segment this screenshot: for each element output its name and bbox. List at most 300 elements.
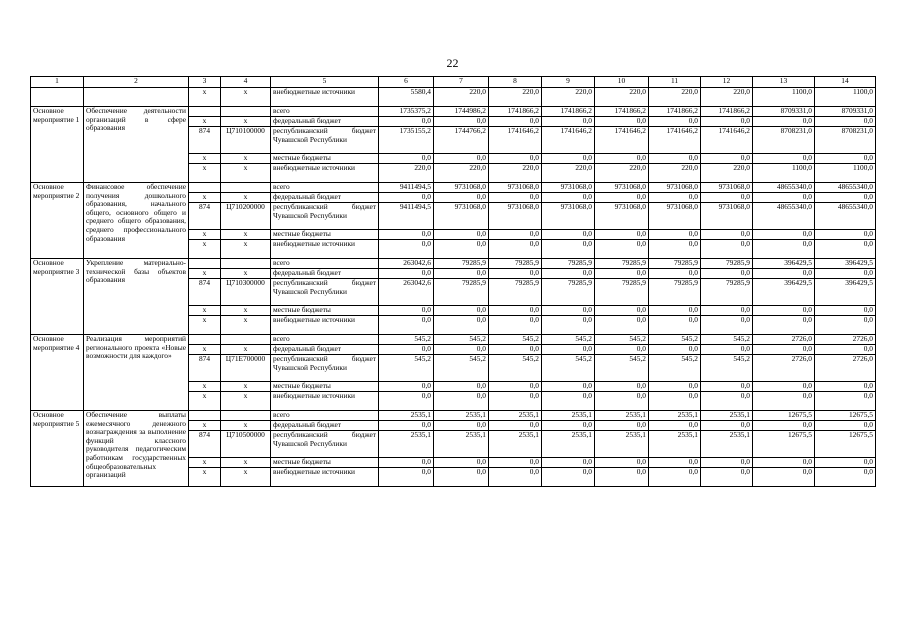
funding-source-cell: внебюджетные источники: [271, 88, 379, 107]
amount-cell: 0,0: [595, 382, 649, 392]
amount-cell: 220,0: [595, 88, 649, 107]
amount-cell: 0,0: [489, 316, 542, 335]
amount-cell: 0,0: [489, 345, 542, 355]
budget-code-cell: 874: [189, 355, 221, 382]
amount-cell: 79285,9: [649, 279, 701, 306]
amount-cell: 396429,5: [815, 279, 876, 306]
amount-cell: 0,0: [701, 154, 753, 164]
amount-cell: 220,0: [701, 88, 753, 107]
amount-cell: 396429,5: [753, 279, 815, 306]
amount-cell: 1100,0: [753, 164, 815, 183]
description-cell: [84, 88, 189, 107]
target-article-cell: [221, 183, 271, 193]
amount-cell: 0,0: [489, 421, 542, 431]
amount-cell: 0,0: [489, 269, 542, 279]
target-article-cell: [221, 411, 271, 421]
funding-source-cell: местные бюджеты: [271, 458, 379, 468]
funding-source-cell: республиканский бюджет Чувашской Республики: [271, 203, 379, 230]
funding-source-cell: республиканский бюджет Чувашской Республики: [271, 127, 379, 154]
amount-cell: 0,0: [753, 306, 815, 316]
column-number: 7: [434, 77, 489, 88]
amount-cell: 545,2: [434, 355, 489, 382]
amount-cell: 1744766,2: [434, 127, 489, 154]
amount-cell: 0,0: [489, 306, 542, 316]
amount-cell: 1744986,2: [434, 107, 489, 117]
amount-cell: 0,0: [815, 382, 876, 392]
amount-cell: 0,0: [753, 316, 815, 335]
amount-cell: 2726,0: [753, 335, 815, 345]
event-description: Реализация мероприятий регионального проекта «Новые возможности для каждого»: [84, 335, 189, 411]
amount-cell: 9731068,0: [595, 183, 649, 193]
amount-cell: 0,0: [595, 193, 649, 203]
amount-cell: 79285,9: [701, 279, 753, 306]
funding-source-cell: всего: [271, 411, 379, 421]
amount-cell: 0,0: [489, 230, 542, 240]
amount-cell: 0,0: [489, 117, 542, 127]
amount-cell: 0,0: [379, 382, 434, 392]
amount-cell: 48655340,0: [753, 203, 815, 230]
funding-source-cell: всего: [271, 183, 379, 193]
amount-cell: 545,2: [542, 355, 595, 382]
column-number: 9: [542, 77, 595, 88]
amount-cell: 0,0: [815, 193, 876, 203]
target-article-cell: x: [221, 421, 271, 431]
column-number: 4: [221, 77, 271, 88]
amount-cell: 0,0: [753, 269, 815, 279]
amount-cell: 0,0: [701, 117, 753, 127]
amount-cell: 2726,0: [753, 355, 815, 382]
table-row: [31, 411, 876, 421]
amount-cell: 1741866,2: [649, 107, 701, 117]
amount-cell: 0,0: [489, 154, 542, 164]
event-name: Основное мероприятие 2: [31, 183, 84, 259]
amount-cell: 0,0: [379, 392, 434, 411]
amount-cell: 0,0: [815, 316, 876, 335]
amount-cell: 0,0: [434, 468, 489, 487]
amount-cell: 396429,5: [815, 259, 876, 269]
amount-cell: 0,0: [649, 240, 701, 259]
budget-code-cell: [189, 107, 221, 117]
budget-code-cell: x: [189, 230, 221, 240]
target-article-cell: x: [221, 392, 271, 411]
amount-cell: 0,0: [701, 382, 753, 392]
amount-cell: 545,2: [595, 355, 649, 382]
amount-cell: 1741646,2: [489, 127, 542, 154]
amount-cell: 0,0: [542, 240, 595, 259]
event-description: Финансовое обеспечение получения дошкольного образования, начального общего, основного общего и среднего общего образования, среднего профессионального образования: [84, 183, 189, 259]
amount-cell: 545,2: [595, 335, 649, 345]
amount-cell: 0,0: [542, 345, 595, 355]
amount-cell: 545,2: [379, 355, 434, 382]
amount-cell: 0,0: [753, 421, 815, 431]
table-row: [31, 107, 876, 117]
funding-source-cell: всего: [271, 335, 379, 345]
amount-cell: 48655340,0: [815, 183, 876, 193]
amount-cell: 0,0: [595, 458, 649, 468]
funding-source-cell: внебюджетные источники: [271, 240, 379, 259]
amount-cell: 0,0: [489, 468, 542, 487]
event-description: Обеспечение выплаты ежемесячного денежного вознаграждения за выполнение функций классного руководителя педагогическим работникам государственных общеобразовательных организаций: [84, 411, 189, 487]
funding-source-cell: внебюджетные источники: [271, 164, 379, 183]
amount-cell: 9411494,5: [379, 183, 434, 193]
funding-source-cell: всего: [271, 259, 379, 269]
amount-cell: 220,0: [489, 88, 542, 107]
amount-cell: 0,0: [489, 392, 542, 411]
funding-source-cell: местные бюджеты: [271, 382, 379, 392]
amount-cell: 0,0: [753, 345, 815, 355]
amount-cell: 79285,9: [595, 259, 649, 269]
amount-cell: 9731068,0: [434, 203, 489, 230]
amount-cell: 0,0: [815, 392, 876, 411]
budget-code-cell: x: [189, 164, 221, 183]
budget-code-cell: x: [189, 421, 221, 431]
amount-cell: 0,0: [595, 117, 649, 127]
amount-cell: 9731068,0: [542, 203, 595, 230]
funding-source-cell: республиканский бюджет Чувашской Республики: [271, 355, 379, 382]
amount-cell: 2535,1: [595, 411, 649, 421]
amount-cell: 9731068,0: [649, 183, 701, 193]
budget-code-cell: x: [189, 117, 221, 127]
amount-cell: 545,2: [701, 335, 753, 345]
amount-cell: 48655340,0: [815, 203, 876, 230]
budget-code-cell: [189, 411, 221, 421]
amount-cell: 1735375,2: [379, 107, 434, 117]
budget-code-cell: x: [189, 269, 221, 279]
amount-cell: 0,0: [815, 117, 876, 127]
budget-code-cell: [189, 183, 221, 193]
page-number: 22: [446, 56, 459, 70]
amount-cell: 8708231,0: [815, 127, 876, 154]
target-article-cell: Ц710100000: [221, 127, 271, 154]
amount-cell: 0,0: [379, 421, 434, 431]
amount-cell: 9731068,0: [434, 183, 489, 193]
amount-cell: 220,0: [542, 88, 595, 107]
amount-cell: 0,0: [434, 382, 489, 392]
amount-cell: 0,0: [595, 316, 649, 335]
amount-cell: 0,0: [815, 421, 876, 431]
amount-cell: 263042,6: [379, 279, 434, 306]
amount-cell: 545,2: [649, 335, 701, 345]
budget-code-cell: x: [189, 468, 221, 487]
amount-cell: 1741646,2: [701, 127, 753, 154]
amount-cell: 1100,0: [815, 164, 876, 183]
amount-cell: 0,0: [701, 458, 753, 468]
amount-cell: 0,0: [701, 230, 753, 240]
column-number: 11: [649, 77, 701, 88]
amount-cell: 79285,9: [434, 259, 489, 269]
amount-cell: 0,0: [595, 392, 649, 411]
funding-source-cell: федеральный бюджет: [271, 193, 379, 203]
amount-cell: 0,0: [753, 468, 815, 487]
amount-cell: 0,0: [815, 240, 876, 259]
budget-code-cell: x: [189, 154, 221, 164]
amount-cell: 0,0: [595, 269, 649, 279]
column-number: 6: [379, 77, 434, 88]
amount-cell: 2535,1: [542, 431, 595, 458]
amount-cell: 0,0: [595, 421, 649, 431]
budget-code-cell: 874: [189, 203, 221, 230]
amount-cell: 0,0: [753, 382, 815, 392]
target-article-cell: x: [221, 164, 271, 183]
target-article-cell: x: [221, 154, 271, 164]
amount-cell: 0,0: [379, 117, 434, 127]
amount-cell: 545,2: [489, 335, 542, 345]
amount-cell: 1735155,2: [379, 127, 434, 154]
budget-code-cell: [189, 335, 221, 345]
amount-cell: 220,0: [434, 88, 489, 107]
amount-cell: 9731068,0: [649, 203, 701, 230]
amount-cell: 545,2: [434, 335, 489, 345]
amount-cell: 0,0: [815, 269, 876, 279]
amount-cell: 0,0: [701, 306, 753, 316]
funding-source-cell: федеральный бюджет: [271, 345, 379, 355]
amount-cell: 0,0: [434, 230, 489, 240]
amount-cell: 0,0: [379, 458, 434, 468]
funding-source-cell: внебюджетные источники: [271, 392, 379, 411]
target-article-cell: x: [221, 230, 271, 240]
column-number: 14: [815, 77, 876, 88]
amount-cell: 0,0: [489, 382, 542, 392]
amount-cell: 2726,0: [815, 335, 876, 345]
amount-cell: 12675,5: [815, 411, 876, 421]
amount-cell: 0,0: [701, 193, 753, 203]
amount-cell: 220,0: [649, 164, 701, 183]
amount-cell: 1741646,2: [649, 127, 701, 154]
amount-cell: 0,0: [815, 154, 876, 164]
amount-cell: 12675,5: [753, 411, 815, 421]
amount-cell: 0,0: [815, 306, 876, 316]
amount-cell: 0,0: [379, 193, 434, 203]
amount-cell: 79285,9: [595, 279, 649, 306]
budget-table: [30, 76, 876, 487]
column-number: 2: [84, 77, 189, 88]
column-number: 8: [489, 77, 542, 88]
amount-cell: 0,0: [542, 392, 595, 411]
event-description: Укрепление материально-технической базы объектов образования: [84, 259, 189, 335]
amount-cell: 545,2: [379, 335, 434, 345]
amount-cell: 0,0: [434, 269, 489, 279]
amount-cell: 0,0: [753, 230, 815, 240]
amount-cell: 9731068,0: [489, 203, 542, 230]
amount-cell: 79285,9: [701, 259, 753, 269]
amount-cell: 9411494,5: [379, 203, 434, 230]
amount-cell: 0,0: [701, 269, 753, 279]
amount-cell: 9731068,0: [595, 203, 649, 230]
amount-cell: 0,0: [595, 240, 649, 259]
amount-cell: 0,0: [649, 269, 701, 279]
amount-cell: 0,0: [701, 468, 753, 487]
amount-cell: 263042,6: [379, 259, 434, 269]
amount-cell: 0,0: [701, 345, 753, 355]
amount-cell: 0,0: [542, 421, 595, 431]
amount-cell: 0,0: [542, 117, 595, 127]
amount-cell: 9731068,0: [542, 183, 595, 193]
budget-code-cell: x: [189, 316, 221, 335]
target-article-cell: [221, 259, 271, 269]
amount-cell: 0,0: [753, 193, 815, 203]
amount-cell: 0,0: [542, 193, 595, 203]
event-name: Основное мероприятие 3: [31, 259, 84, 335]
amount-cell: 0,0: [595, 468, 649, 487]
amount-cell: 0,0: [595, 345, 649, 355]
amount-cell: 0,0: [753, 458, 815, 468]
amount-cell: 2535,1: [595, 431, 649, 458]
amount-cell: 0,0: [542, 269, 595, 279]
amount-cell: 0,0: [649, 382, 701, 392]
amount-cell: 0,0: [542, 316, 595, 335]
amount-cell: 1100,0: [815, 88, 876, 107]
event-cell: [31, 88, 84, 107]
amount-cell: 79285,9: [542, 259, 595, 269]
amount-cell: 1741646,2: [542, 127, 595, 154]
target-article-cell: [221, 335, 271, 345]
table-row: [31, 183, 876, 193]
amount-cell: 0,0: [542, 306, 595, 316]
amount-cell: 79285,9: [434, 279, 489, 306]
target-article-cell: [221, 107, 271, 117]
budget-code-cell: 874: [189, 279, 221, 306]
amount-cell: 1741866,2: [595, 107, 649, 117]
amount-cell: 220,0: [489, 164, 542, 183]
amount-cell: 2726,0: [815, 355, 876, 382]
amount-cell: 0,0: [542, 154, 595, 164]
amount-cell: 0,0: [434, 117, 489, 127]
amount-cell: 0,0: [434, 392, 489, 411]
target-article-cell: x: [221, 468, 271, 487]
amount-cell: 2535,1: [649, 411, 701, 421]
amount-cell: 0,0: [649, 306, 701, 316]
amount-cell: 0,0: [649, 458, 701, 468]
amount-cell: 0,0: [649, 230, 701, 240]
event-description: Обеспечение деятельности организаций в сфере образования: [84, 107, 189, 183]
amount-cell: 0,0: [815, 468, 876, 487]
amount-cell: 0,0: [542, 230, 595, 240]
amount-cell: 9731068,0: [701, 203, 753, 230]
amount-cell: 0,0: [379, 230, 434, 240]
amount-cell: 1100,0: [753, 88, 815, 107]
amount-cell: 0,0: [649, 392, 701, 411]
amount-cell: 0,0: [649, 345, 701, 355]
target-article-cell: x: [221, 345, 271, 355]
amount-cell: 2535,1: [434, 411, 489, 421]
amount-cell: 0,0: [753, 154, 815, 164]
table-row: [31, 335, 876, 345]
column-number-row: [31, 77, 876, 88]
amount-cell: 0,0: [542, 468, 595, 487]
target-article-cell: Ц710500000: [221, 431, 271, 458]
amount-cell: 0,0: [434, 193, 489, 203]
amount-cell: 0,0: [649, 421, 701, 431]
funding-source-cell: федеральный бюджет: [271, 421, 379, 431]
amount-cell: 220,0: [595, 164, 649, 183]
amount-cell: 0,0: [649, 193, 701, 203]
target-article-cell: x: [221, 458, 271, 468]
amount-cell: 2535,1: [701, 431, 753, 458]
amount-cell: 0,0: [753, 392, 815, 411]
amount-cell: 9731068,0: [701, 183, 753, 193]
target-article-cell: Ц71E700000: [221, 355, 271, 382]
target-article-cell: x: [221, 240, 271, 259]
budget-code-cell: [189, 259, 221, 269]
amount-cell: 0,0: [434, 240, 489, 259]
amount-cell: 0,0: [542, 458, 595, 468]
budget-code-cell: x: [189, 392, 221, 411]
target-article-cell: x: [221, 382, 271, 392]
amount-cell: 9731068,0: [489, 183, 542, 193]
amount-cell: 2535,1: [701, 411, 753, 421]
amount-cell: 1741866,2: [489, 107, 542, 117]
funding-source-cell: внебюджетные источники: [271, 468, 379, 487]
amount-cell: 0,0: [649, 468, 701, 487]
amount-cell: 0,0: [489, 193, 542, 203]
amount-cell: 0,0: [595, 306, 649, 316]
column-number: 13: [753, 77, 815, 88]
amount-cell: 0,0: [379, 468, 434, 487]
target-article-cell: Ц710200000: [221, 203, 271, 230]
amount-cell: 12675,5: [815, 431, 876, 458]
amount-cell: 0,0: [701, 421, 753, 431]
amount-cell: 2535,1: [379, 411, 434, 421]
amount-cell: 0,0: [434, 154, 489, 164]
target-article-cell: x: [221, 117, 271, 127]
amount-cell: 0,0: [701, 392, 753, 411]
amount-cell: 0,0: [815, 230, 876, 240]
table-row: [31, 88, 876, 107]
funding-source-cell: республиканский бюджет Чувашской Республики: [271, 279, 379, 306]
event-name: Основное мероприятие 1: [31, 107, 84, 183]
budget-code-cell: 874: [189, 431, 221, 458]
amount-cell: 0,0: [815, 345, 876, 355]
amount-cell: 0,0: [434, 316, 489, 335]
amount-cell: 12675,5: [753, 431, 815, 458]
amount-cell: 79285,9: [489, 259, 542, 269]
target-article-cell: x: [221, 316, 271, 335]
funding-source-cell: местные бюджеты: [271, 230, 379, 240]
budget-code-cell: x: [189, 306, 221, 316]
amount-cell: 0,0: [434, 306, 489, 316]
amount-cell: 1741866,2: [542, 107, 595, 117]
amount-cell: 0,0: [379, 269, 434, 279]
amount-cell: 79285,9: [649, 259, 701, 269]
amount-cell: 0,0: [701, 240, 753, 259]
amount-cell: 545,2: [489, 355, 542, 382]
amount-cell: 0,0: [649, 154, 701, 164]
funding-source-cell: федеральный бюджет: [271, 117, 379, 127]
amount-cell: 8708231,0: [753, 127, 815, 154]
amount-cell: 0,0: [379, 316, 434, 335]
amount-cell: 0,0: [434, 458, 489, 468]
amount-cell: 396429,5: [753, 259, 815, 269]
amount-cell: 220,0: [701, 164, 753, 183]
amount-cell: 545,2: [701, 355, 753, 382]
target-article-cell: x: [221, 88, 271, 107]
amount-cell: 0,0: [753, 240, 815, 259]
amount-cell: 220,0: [379, 164, 434, 183]
amount-cell: 0,0: [434, 345, 489, 355]
amount-cell: 2535,1: [649, 431, 701, 458]
target-article-cell: x: [221, 269, 271, 279]
amount-cell: 2535,1: [379, 431, 434, 458]
target-article-cell: x: [221, 193, 271, 203]
budget-code-cell: x: [189, 382, 221, 392]
event-name: Основное мероприятие 4: [31, 335, 84, 411]
amount-cell: 0,0: [649, 117, 701, 127]
amount-cell: 0,0: [379, 154, 434, 164]
amount-cell: 2535,1: [542, 411, 595, 421]
funding-source-cell: местные бюджеты: [271, 306, 379, 316]
amount-cell: 0,0: [595, 154, 649, 164]
amount-cell: 8709331,0: [753, 107, 815, 117]
